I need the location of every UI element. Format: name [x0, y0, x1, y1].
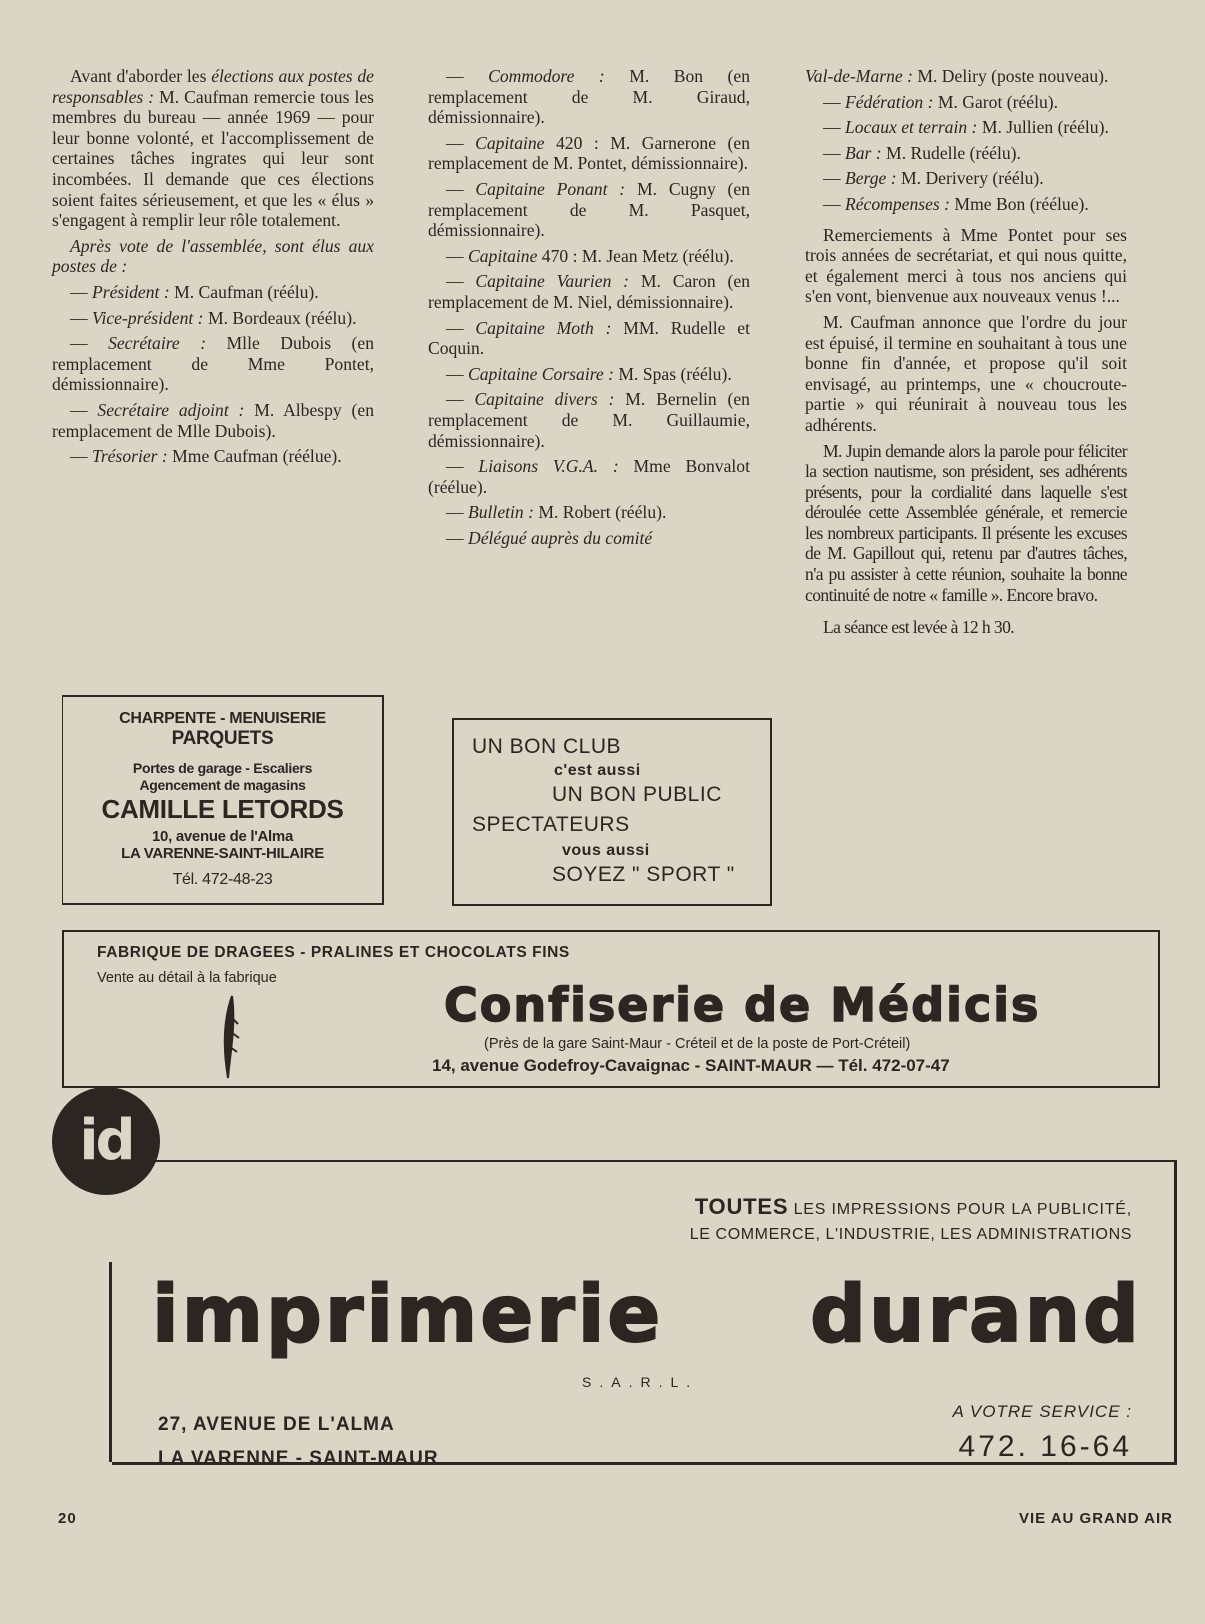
ad-line: SOYEZ " SPORT ": [552, 863, 735, 886]
ad-line: vous aussi: [562, 842, 650, 859]
role-name: Secrétaire adjoint :: [97, 399, 245, 420]
paragraph: M. Jupin demande alors la parole pour féliciter la section nautisme, son président, ses adhérents présents, pour la cordialité dans laquelle s'est déroulée cette Assemblée générale, et remercie les nombreux participants. Il présente les excuses de M. Gapillout qui, retenu par d'autres tâches, n'a pu assister à cette réunion, souhaite la bonne continuité de notre « famille ». Encore bravo.: [805, 440, 1127, 605]
role-holder: M. Robert (réélu).: [533, 502, 667, 523]
role-item: [428, 528, 750, 549]
role-holder: M. Bon (en remplacement de M. Giraud, démissionnaire).: [428, 66, 751, 128]
role-holder: M. Cugny (en remplacement de M. Pasquet, démissionnaire).: [428, 178, 751, 241]
dash: —: [446, 527, 468, 548]
role-item: [428, 389, 750, 451]
role-holder: 470 : M. Jean Metz (réélu).: [537, 245, 734, 266]
role-item: [428, 502, 750, 523]
ad-company-name: CAMILLE LETORDS: [101, 794, 344, 824]
dash: —: [70, 281, 92, 302]
role-item: [428, 246, 750, 267]
dash: —: [446, 389, 475, 410]
role-item: [428, 364, 750, 385]
ad-line: FABRIQUE DE DRAGEES - PRALINES ET CHOCOLATS FINS: [97, 944, 570, 961]
dash: —: [70, 446, 92, 467]
role-item: [805, 168, 1127, 189]
role-item: [52, 308, 374, 329]
text-italic: Après vote de l'assemblée, sont élus aux postes de :: [52, 235, 374, 277]
role-item: [428, 318, 750, 359]
role-holder: M. Spas (réélu).: [613, 363, 732, 384]
magazine-name: VIE AU GRAND AIR: [1018, 1510, 1173, 1527]
role-name: Capitaine Moth :: [475, 317, 612, 338]
dash: —: [823, 91, 845, 112]
text: M. Deliry (poste nouveau).: [912, 66, 1109, 86]
intro-paragraph: [52, 66, 374, 231]
role-holder: M. Derivery (réélu).: [896, 168, 1044, 189]
dash: —: [823, 193, 845, 214]
ad-line: A VOTRE SERVICE :: [952, 1402, 1132, 1421]
ad-line: UN BON PUBLIC: [552, 783, 722, 806]
role-holder: M. Caron (en remplacement de M. Niel, démissionnaire).: [428, 271, 750, 312]
role-item: [428, 133, 750, 174]
ad-line: Agencement de magasins: [139, 777, 306, 793]
dash: —: [823, 117, 845, 138]
role-item: [428, 179, 750, 241]
role-name: Bar :: [845, 142, 882, 163]
role-item: [52, 446, 374, 467]
dash: —: [823, 142, 845, 163]
brand-word: durand: [810, 1270, 1142, 1360]
role-item: [805, 92, 1127, 113]
role-item: [52, 400, 374, 441]
dash: —: [446, 502, 468, 523]
ad-address: 10, avenue de l'Alma: [152, 828, 293, 845]
ad-address: 14, avenue Godefroy-Cavaignac - SAINT-MAUR — Tél. 472-07-47: [432, 1056, 950, 1075]
role-item: [805, 194, 1127, 215]
ad-phone: Tél. 472-48-23: [172, 871, 273, 888]
role-name: Bulletin :: [468, 502, 534, 523]
text-italic: élections aux postes de responsables :: [52, 66, 374, 107]
role-name: Commodore :: [488, 66, 605, 86]
dash: —: [823, 168, 845, 189]
dash: —: [446, 66, 489, 86]
column-1: [52, 66, 374, 472]
text-bold: TOUTES: [694, 1194, 789, 1219]
role-item: [428, 271, 750, 312]
dash: —: [446, 456, 479, 477]
role-name: Secrétaire :: [108, 333, 207, 354]
role-name: Berge :: [845, 168, 897, 189]
role-holder: M. Bordeaux (réélu).: [203, 307, 357, 328]
ad-line: PARQUETS: [171, 728, 274, 749]
role-name: Capitaine: [468, 245, 538, 266]
role-holder: M. Albespy (en remplacement de Mlle Dubois).: [52, 399, 374, 441]
continuation-paragraph: [805, 66, 1127, 87]
paragraph: M. Caufman annonce que l'ordre du jour est épuisé, il termine en souhaitant à tous une bonne fin d'année, et propose qu'il soit envisagé, au printemps, une « choucroute-partie » qui réunirait à nouveau tous les adhérents.: [805, 311, 1127, 435]
role-name: Trésorier :: [92, 446, 168, 467]
role-item: [805, 117, 1127, 138]
role-name: Président :: [92, 281, 170, 302]
role-name: Fédération :: [845, 91, 934, 112]
ad-line: Portes de garage - Escaliers: [132, 760, 313, 776]
dash: —: [70, 333, 109, 354]
text-italic: Val-de-Marne :: [805, 66, 913, 86]
role-list: [428, 66, 750, 548]
paragraph: Remerciements à Mme Pontet pour ses trois années de secrétariat, et qui nous quitte, et également merci à tous nos anciens qui s'en vont, bienvenue aux nouveaux venus !...: [805, 224, 1127, 307]
dash: —: [70, 399, 98, 420]
role-holder: Mme Caufman (réélue).: [167, 446, 342, 467]
role-item: [52, 282, 374, 303]
text: Avant d'aborder les: [70, 66, 212, 86]
ad-club: [452, 718, 772, 906]
role-item: [52, 333, 374, 395]
role-item: [805, 143, 1127, 164]
role-name: Délégué auprès du comité: [468, 527, 653, 548]
role-name: Vice-président :: [92, 307, 204, 328]
role-name: Capitaine Vaurien :: [475, 271, 630, 292]
role-name: Capitaine Ponant :: [475, 178, 626, 199]
role-name: Capitaine: [475, 132, 545, 153]
dash: —: [446, 132, 476, 153]
vote-paragraph: [52, 236, 374, 277]
role-name: Liaisons V.G.A. :: [478, 456, 619, 477]
ad-line: LE COMMERCE, L'INDUSTRIE, LES ADMINISTRATIONS: [689, 1226, 1132, 1243]
role-holder: M. Bernelin (en remplacement de M. Guillaumie, démissionnaire).: [428, 389, 750, 451]
id-logo: id: [52, 1087, 160, 1195]
column-3: [805, 66, 1127, 643]
ad-line: (Près de la gare Saint-Maur - Créteil et de la poste de Port-Créteil): [484, 1036, 911, 1052]
dash: —: [446, 178, 476, 199]
text: LA VARENNE - SAINT-MAUR: [158, 1448, 439, 1469]
ad-address: LA VARENNE-SAINT-HILAIRE: [121, 845, 324, 862]
role-name: Capitaine divers :: [474, 389, 615, 410]
ad-line: CHARPENTE - MENUISERIE: [119, 710, 326, 727]
role-holder: MM. Rudelle et Coquin.: [428, 317, 750, 359]
ad-line: UN BON CLUB: [472, 735, 622, 758]
dash: —: [446, 363, 468, 384]
text: 27, AVENUE DE L'ALMA: [158, 1414, 395, 1435]
role-item: [428, 456, 750, 497]
role-holder: Mme Bonvalot (réélue).: [428, 456, 750, 497]
role-holder: M. Rudelle (réélu).: [881, 142, 1021, 163]
role-holder: 420 : M. Garnerone (en remplacement de M. Pontet, démissionnaire).: [428, 132, 750, 174]
ad-durand: [112, 1160, 1177, 1469]
page-number: 20: [58, 1510, 77, 1527]
ad-line: [695, 1194, 1132, 1220]
ad-brand: Confiserie de Médicis: [444, 978, 1041, 1032]
ad-letords: [62, 695, 384, 905]
text: LES IMPRESSIONS POUR LA PUBLICITÉ,: [788, 1201, 1132, 1218]
role-list: [805, 92, 1127, 215]
ad-brand: [152, 1270, 1142, 1360]
role-item: [428, 66, 750, 128]
role-holder: Mlle Dubois (en remplacement de Mme Pontet, démissionnaire).: [52, 333, 374, 395]
role-name: Récompenses :: [845, 193, 951, 214]
role-holder: M. Jullien (réélu).: [977, 117, 1109, 138]
dash: —: [446, 245, 468, 266]
column-2: [428, 66, 750, 553]
divider: [109, 1262, 112, 1462]
ad-medicis: [62, 930, 1160, 1088]
ad-line: SPECTATEURS: [472, 813, 630, 836]
role-holder: M. Garot (réélu).: [933, 91, 1059, 112]
ad-line: Vente au détail à la fabrique: [97, 970, 277, 986]
brand-word: imprimerie: [152, 1270, 664, 1360]
text: M. Caufman remercie tous les membres du bureau — année 1969 — pour leur bonne volonté, et l'accomplissement de certaines tâches ingrates qui leur sont incombées. Il demande que ces élections soient faites sérieusement, et que les « élus » s'engagent à remplir leur rôle totalement.: [52, 86, 374, 231]
ad-phone: 472. 16-64: [958, 1430, 1132, 1463]
role-holder: Mme Bon (réélue).: [950, 193, 1089, 214]
ad-line: S.A.R.L.: [582, 1374, 699, 1390]
dash: —: [70, 307, 92, 328]
role-name: Capitaine Corsaire :: [468, 363, 614, 384]
closing-line: La séance est levée à 12 h 30.: [823, 617, 1015, 638]
dash: —: [446, 271, 476, 292]
ad-address: [158, 1408, 439, 1476]
role-list: [52, 282, 374, 467]
dash: —: [446, 317, 476, 338]
feather-icon: [214, 994, 244, 1080]
role-name: Locaux et terrain :: [845, 117, 978, 138]
role-holder: M. Caufman (réélu).: [169, 281, 319, 302]
ad-line: c'est aussi: [554, 762, 641, 779]
